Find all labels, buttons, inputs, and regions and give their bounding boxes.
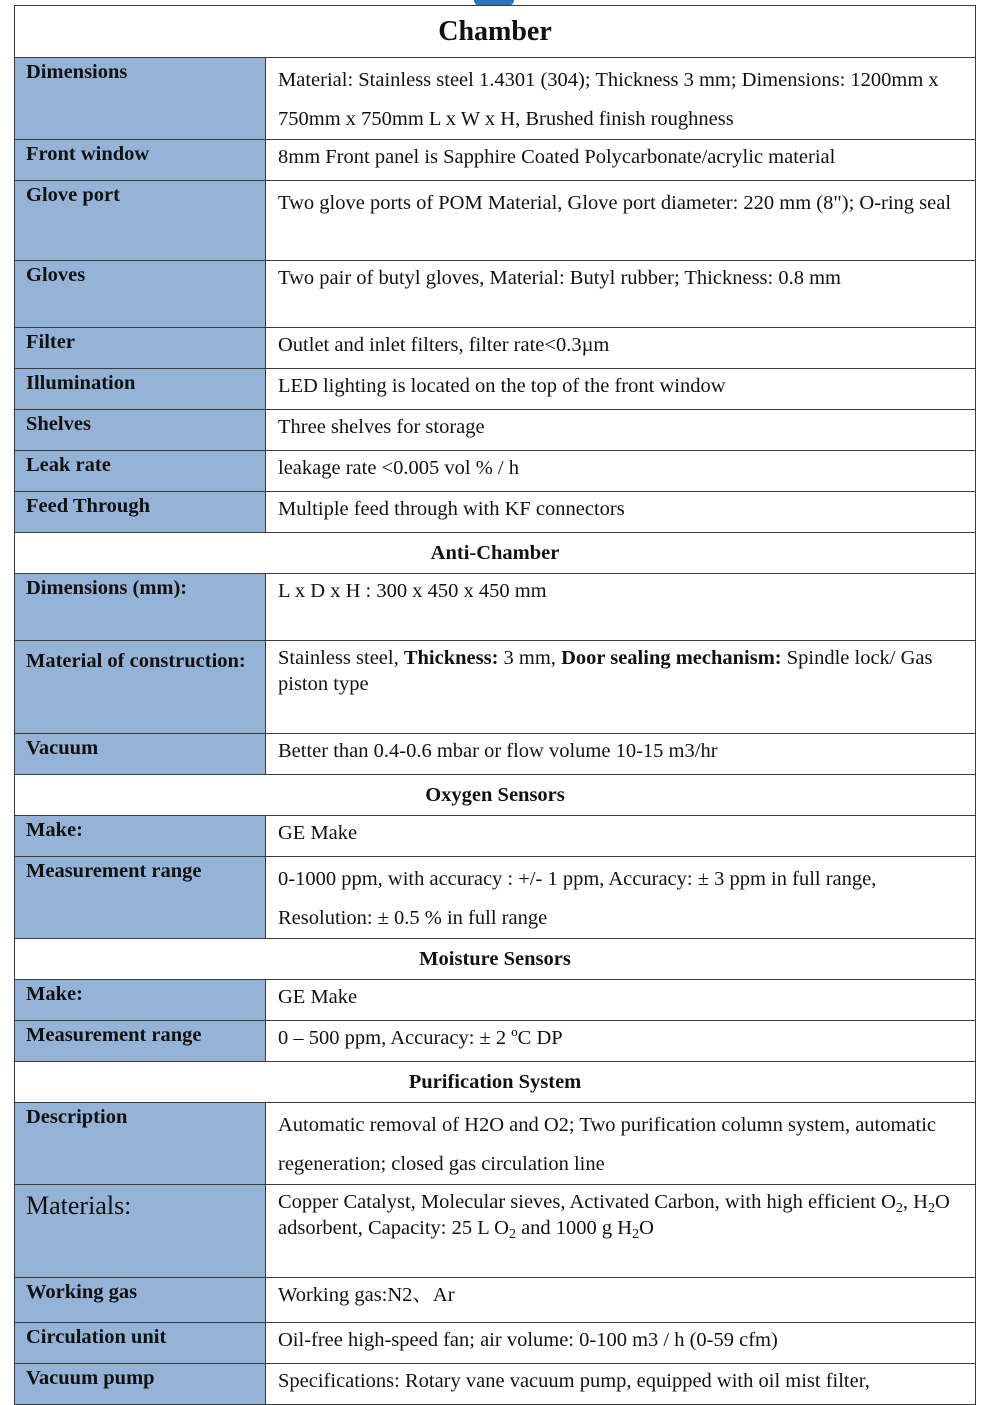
table-row [15, 181, 976, 261]
title-row [15, 6, 976, 58]
table-row [15, 451, 976, 492]
table-row [15, 1185, 976, 1278]
row-label: Feed Through [15, 492, 266, 533]
thickness-label: Thickness: [403, 647, 499, 669]
row-label: Front window [15, 140, 266, 181]
row-label: Vacuum pump [15, 1364, 266, 1405]
row-value: 0 – 500 ppm, Accuracy: ± 2 ºC DP [266, 1021, 976, 1062]
row-value: Multiple feed through with KF connectors [266, 492, 976, 533]
row-label: Material of construction: [15, 641, 266, 734]
row-value: Oil-free high-speed fan; air volume: 0-100 m3 / h (0-59 cfm) [266, 1323, 976, 1364]
value-text: O [639, 1217, 654, 1239]
table-row [15, 369, 976, 410]
table-row [15, 1323, 976, 1364]
section-row [15, 1062, 976, 1103]
table-row [15, 140, 976, 181]
row-value: GE Make [266, 980, 976, 1021]
table-row [15, 1103, 976, 1185]
row-label: Working gas [15, 1278, 266, 1323]
table-title: Chamber [15, 6, 976, 58]
row-value: Outlet and inlet filters, filter rate<0.3µm [266, 328, 976, 369]
section-heading-oxygen-sensors: Oxygen Sensors [15, 775, 976, 816]
value-text: , H [902, 1191, 928, 1213]
spec-table [14, 5, 976, 1405]
value-text: O adsorbent, Capacity: 25 L O [278, 1191, 950, 1239]
table-row [15, 574, 976, 641]
row-label: Illumination [15, 369, 266, 410]
row-value [266, 641, 976, 734]
subscript: 2 [895, 1201, 903, 1216]
row-label: Glove port [15, 181, 266, 261]
subscript: 2 [508, 1227, 516, 1242]
row-value: 0-1000 ppm, with accuracy : +/- 1 ppm, Accuracy: ± 3 ppm in full range, Resolution: ± 0.5 % in full range [266, 857, 976, 939]
row-label: Measurement range [15, 1021, 266, 1062]
row-value: Specifications: Rotary vane vacuum pump, equipped with oil mist filter, [266, 1364, 976, 1405]
section-row [15, 775, 976, 816]
subscript: 2 [632, 1227, 640, 1242]
subscript: 2 [927, 1201, 935, 1216]
value-text: Spindle lock/ Gas piston type [278, 647, 933, 695]
row-value: Three shelves for storage [266, 410, 976, 451]
row-label: Circulation unit [15, 1323, 266, 1364]
table-row [15, 58, 976, 140]
value-text: 3 mm, [498, 647, 562, 669]
row-label: Vacuum [15, 734, 266, 775]
table-row [15, 734, 976, 775]
table-row [15, 328, 976, 369]
table-row [15, 410, 976, 451]
row-label: Gloves [15, 261, 266, 328]
section-row [15, 939, 976, 980]
value-text: and 1000 g H [515, 1217, 633, 1239]
row-label: Make: [15, 816, 266, 857]
table-row [15, 1364, 976, 1405]
row-value: 8mm Front panel is Sapphire Coated Polycarbonate/acrylic material [266, 140, 976, 181]
row-value: LED lighting is located on the top of the front window [266, 369, 976, 410]
row-label: Filter [15, 328, 266, 369]
row-label: Dimensions [15, 58, 266, 140]
row-label: Materials: [15, 1185, 266, 1278]
section-heading-anti-chamber: Anti-Chamber [15, 533, 976, 574]
section-heading-moisture-sensors: Moisture Sensors [15, 939, 976, 980]
row-value: leakage rate <0.005 vol % / h [266, 451, 976, 492]
table-row [15, 641, 976, 734]
value-text: Copper Catalyst, Molecular sieves, Activated Carbon, with high efficient O [278, 1191, 896, 1213]
row-value: Better than 0.4-0.6 mbar or flow volume 10-15 m3/hr [266, 734, 976, 775]
table-row [15, 261, 976, 328]
row-label: Make: [15, 980, 266, 1021]
row-value: Working gas:N2、Ar [266, 1278, 976, 1323]
table-row [15, 1021, 976, 1062]
row-value: GE Make [266, 816, 976, 857]
table-row [15, 857, 976, 939]
row-label: Description [15, 1103, 266, 1185]
row-value: L x D x H : 300 x 450 x 450 mm [266, 574, 976, 641]
value-text: Stainless steel, [278, 647, 404, 669]
row-label: Measurement range [15, 857, 266, 939]
table-row [15, 816, 976, 857]
section-heading-purification-system: Purification System [15, 1062, 976, 1103]
table-row [15, 980, 976, 1021]
row-value: Two glove ports of POM Material, Glove port diameter: 220 mm (8"); O-ring seal [266, 181, 976, 261]
row-label: Leak rate [15, 451, 266, 492]
row-value: Two pair of butyl gloves, Material: Butyl rubber; Thickness: 0.8 mm [266, 261, 976, 328]
row-label: Dimensions (mm): [15, 574, 266, 641]
door-sealing-label: Door sealing mechanism: [561, 647, 782, 669]
row-value [266, 1185, 976, 1278]
row-value: Automatic removal of H2O and O2; Two purification column system, automatic regeneration; closed gas circulation line [266, 1103, 976, 1185]
row-value: Material: Stainless steel 1.4301 (304); Thickness 3 mm; Dimensions: 1200mm x 750mm x 750mm L x W x H, Brushed finish roughness [266, 58, 976, 140]
row-label: Shelves [15, 410, 266, 451]
section-row [15, 533, 976, 574]
table-row [15, 1278, 976, 1323]
table-row [15, 492, 976, 533]
